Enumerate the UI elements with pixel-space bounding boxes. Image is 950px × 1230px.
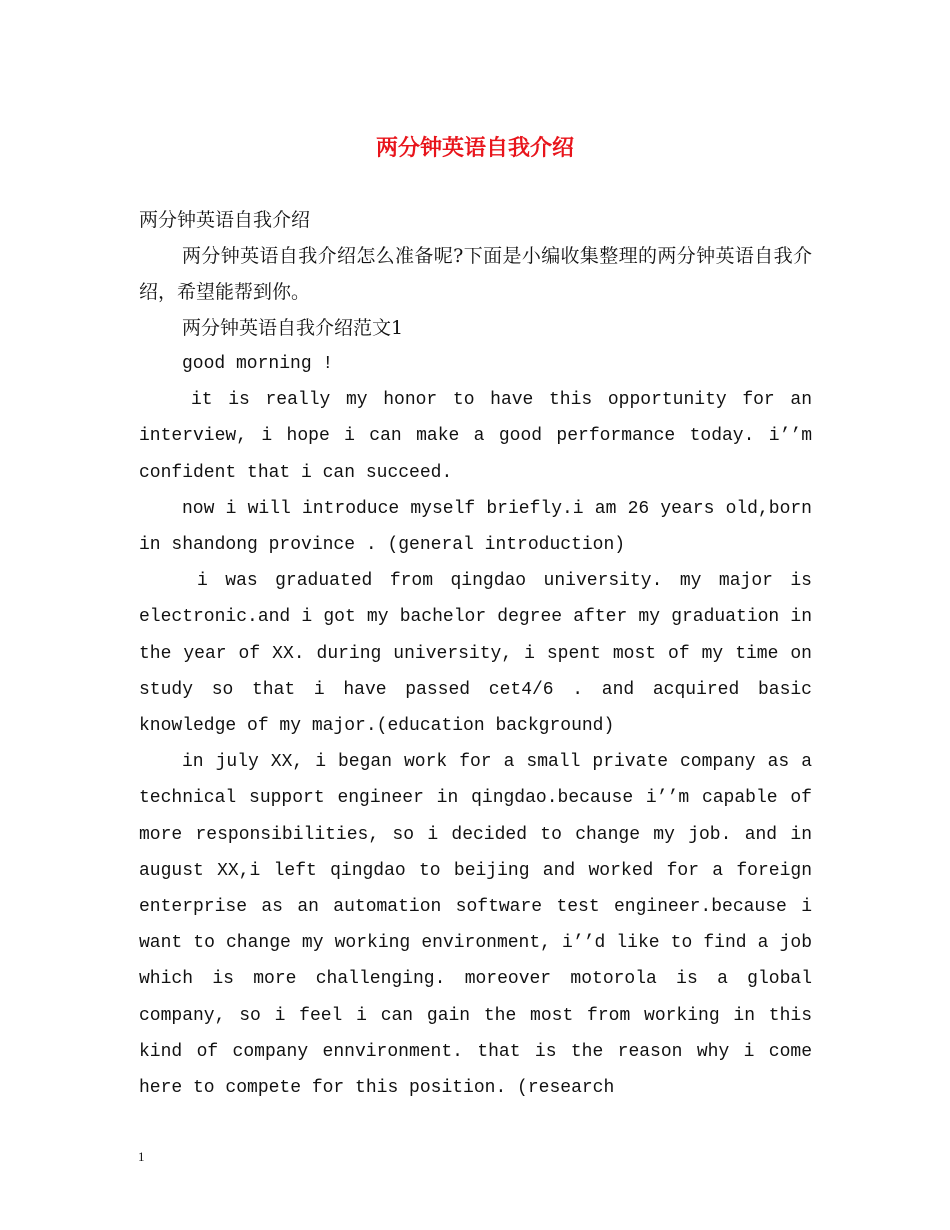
paragraph-greeting: good morning ! — [182, 354, 334, 374]
paragraph-education-background: i was graduated from qingdao university. my major is electronic.and i got my bachelor degree after my graduation in the year of XX. during university, i spent most of my time on study so that i have passed cet4/6 . and acquired basic knowledge of my major.(education background) — [139, 571, 812, 737]
section-heading: 两分钟英语自我介绍 — [139, 209, 311, 231]
paragraph-honor: it is really my honor to have this opportunity for an interview, i hope i can make a good performance today. i’’m confident that i can succeed. — [139, 390, 812, 483]
page-number: 1 — [138, 1149, 145, 1164]
document-body — [139, 202, 812, 1106]
document-title: 两分钟英语自我介绍 — [375, 135, 574, 161]
paragraph-general-introduction: now i will introduce myself briefly.i am 26 years old,born in shandong province . (general introduction) — [139, 498, 812, 556]
intro-paragraph: 两分钟英语自我介绍怎么准备呢?下面是小编收集整理的两分钟英语自我介绍，希望能帮到你。 — [139, 245, 812, 303]
paragraph-work-experience: in july XX, i began work for a small private company as a technical support engineer in qingdao.because i’’m capable of more responsibilities, so i decided to change my job. and in august XX,i left qingdao to beijing and worked for a foreign enterprise as an automation software test engineer.because i want to change my working environment, i’’d like to find a job which is more challenging. moreover motorola is a global company, so i feel i can gain the most from working in this kind of company ennvironment. that is the reason why i come here to compete for this position. (research — [139, 752, 812, 1099]
sample-heading: 两分钟英语自我介绍范文1 — [182, 317, 404, 339]
